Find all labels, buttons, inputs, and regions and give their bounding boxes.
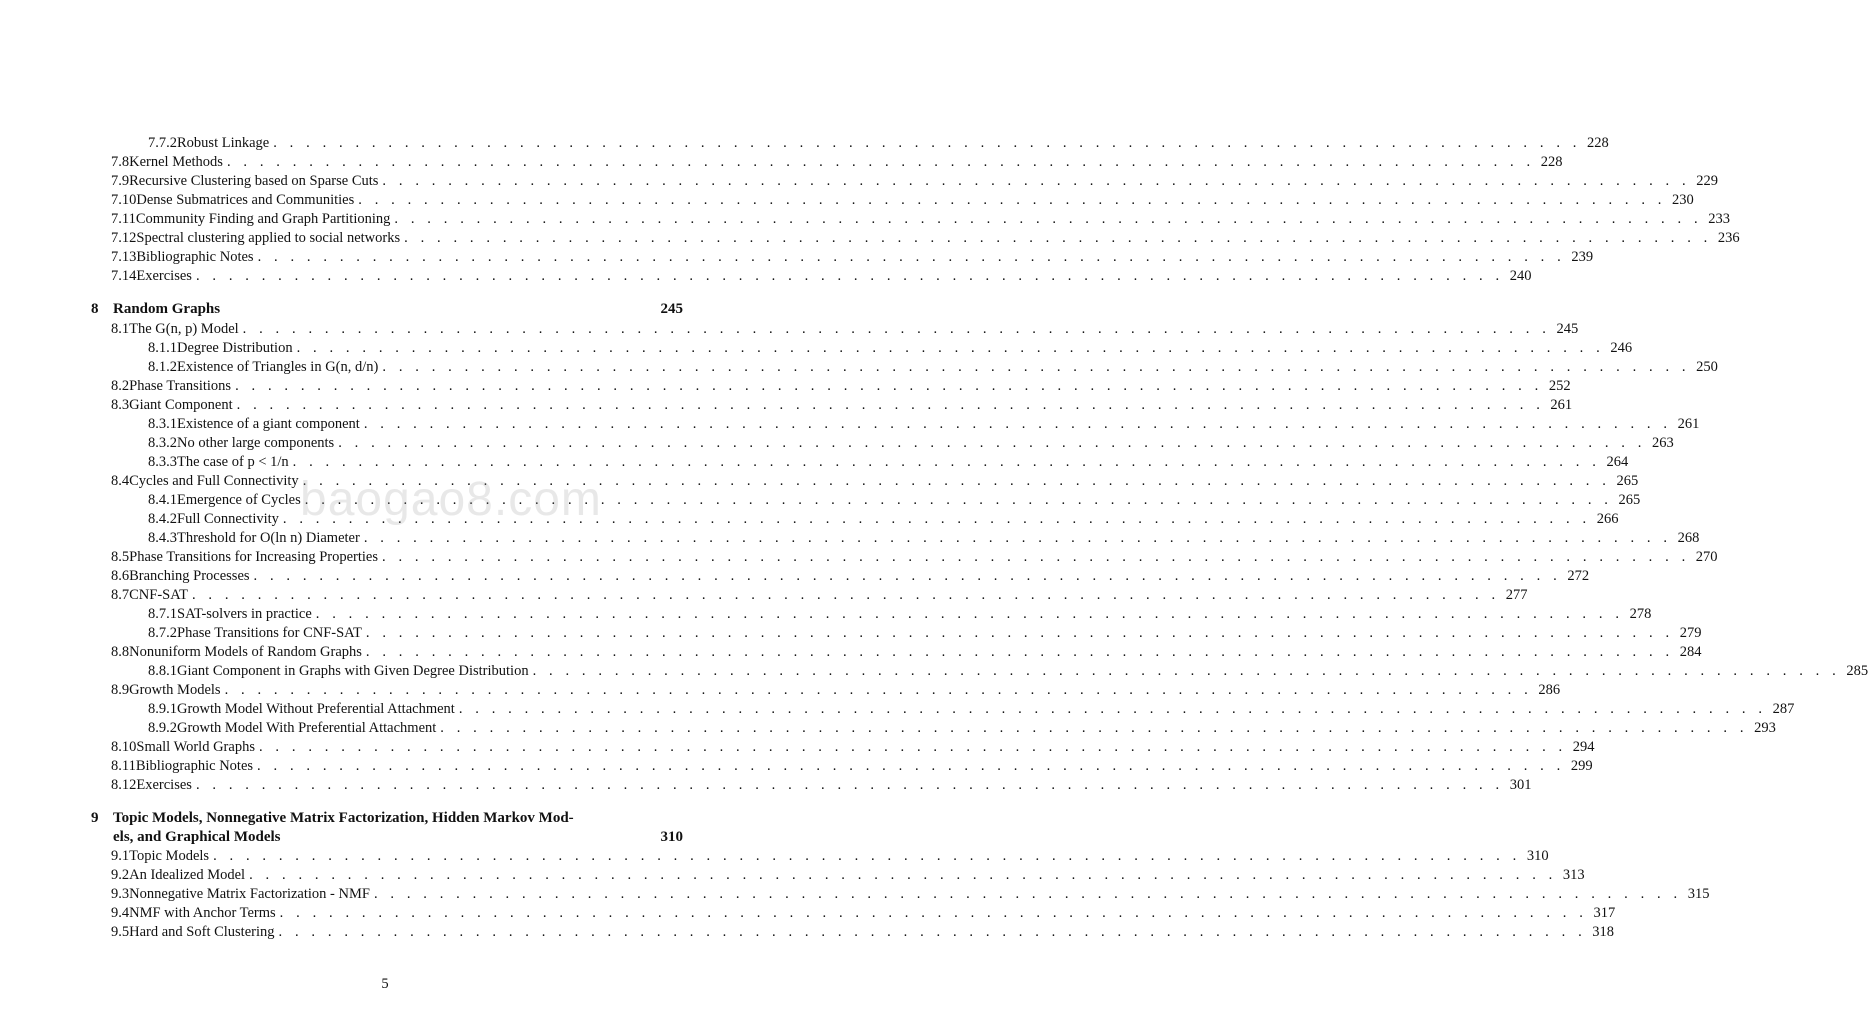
toc-leader-dots: . . . . . . . . . . . . . . . . . . . . . . . . . . . . . . . . . . . . . . . . . . . . . . . . . . . . . . . . . . . . . . . . . . . . . . . . . . . . . . . . — [296, 339, 1605, 356]
toc-entry-row[interactable] — [148, 453, 1629, 472]
toc-leader-dots: . . . . . . . . . . . . . . . . . . . . . . . . . . . . . . . . . . . . . . . . . . . . . . . . . . . . . . . . . . . . . . . . . . . . . . . . . . . . . . . . — [224, 681, 1533, 698]
toc-leader-dots: . . . . . . . . . . . . . . . . . . . . . . . . . . . . . . . . . . . . . . . . . . . . . . . . . . . . . . . . . . . . . . . . . . . . . . . . . . . . . . . . — [440, 719, 1749, 736]
toc-leader-dots: . . . . . . . . . . . . . . . . . . . . . . . . . . . . . . . . . . . . . . . . . . . . . . . . . . . . . . . . . . . . . . . . . . . . . . . . . . . . . . . . — [404, 230, 1712, 246]
toc-leader-dots: . . . . . . . . . . . . . . . . . . . . . . . . . . . . . . . . . . . . . . . . . . . . . . . . . . . . . . . . . . . . . . . . . . . . . . . . . . . . . . . . — [382, 358, 1691, 375]
toc-page-number: 245 — [660, 301, 683, 317]
toc-chapter-row[interactable] — [113, 828, 683, 847]
toc-number: 8.4 — [111, 472, 130, 489]
toc-leader-dots: . . . . . . . . . . . . . . . . . . . . . . . . . . . . . . . . . . . . . . . . . . . . . . . . . . . . . . . . . . . . . . . . . . . . . . . . . . . . . . . . — [315, 605, 1624, 622]
toc-leader-dots: . . . . . . . . . . . . . . . . . . . . . . . . . . . . . . . . . . . . . . . . . . . . . . . . . . . . . . . . . . . . . . . . . . . . . . . . . . . . . . . . — [226, 154, 1535, 170]
toc-title: Community Finding and Graph Partitioning — [135, 211, 391, 227]
toc-number: 8.5 — [111, 548, 130, 565]
toc-page-number: 278 — [1629, 605, 1652, 622]
toc-page-number: 294 — [1572, 738, 1595, 755]
toc-number: 8.7.2 — [148, 624, 177, 641]
toc-page-number: 272 — [1567, 567, 1590, 584]
toc-title: An Idealized Model — [129, 867, 246, 883]
toc-entry-row[interactable] — [111, 885, 1710, 904]
toc-page-number: 279 — [1679, 624, 1702, 641]
toc-title: Degree Distribution — [177, 339, 293, 356]
toc-title: NMF with Anchor Terms — [129, 905, 276, 921]
toc-title: Threshold for O(ln n) Diameter — [177, 529, 360, 546]
toc-entry-row[interactable] — [111, 210, 1730, 229]
toc-page-number: 317 — [1593, 905, 1616, 921]
toc-entry-row[interactable] — [111, 586, 1528, 605]
toc-leader-dots: . . . . . . . . . . . . . . . . . . . . . . . . . . . . . . . . . . . . . . . . . . . . . . . . . . . . . . . . . . . . . . . . . . . . . . . . . . . . . . . . — [365, 643, 1674, 660]
toc-entry-row[interactable] — [111, 377, 1571, 396]
toc-title: Small World Graphs — [136, 738, 255, 755]
toc-page-number: 286 — [1538, 681, 1561, 698]
toc-title: Random Graphs — [113, 301, 221, 317]
toc-leader-dots: . . . . . . . . . . . . . . . . . . . . . . . . . . . . . . . . . . . . . . . . . . . . . . . . . . . . . . . . . . . . . . . . . . . . . . . . . . . . . . . . — [373, 886, 1682, 902]
toc-title: Growth Models — [129, 681, 221, 698]
toc-leader-dots: . . . . . . . . . . . . . . . . . . . . . . . . . . . . . . . . . . . . . . . . . . . . . . . . . . . . . . . . . . . . . . . . . . . . . . . . . . . . . . . . — [358, 192, 1667, 208]
toc-number: 8.8 — [111, 643, 130, 660]
toc-number: 7.9 — [111, 173, 130, 189]
toc-entry-row[interactable] — [111, 757, 1593, 776]
toc-page-number: 233 — [1708, 211, 1730, 227]
toc-entry-row[interactable] — [111, 153, 1563, 172]
toc-title: The case of p < 1/n — [177, 453, 289, 470]
toc-page-number: 250 — [1696, 358, 1718, 375]
toc-leader-dots: . . . . . . . . . . . . . . . . . . . . . . . . . . . . . . . . . . . . . . . . . . . . . . . . . . . . . . . . . . . . . . . . . . . . . . . . . . . . . . . . — [363, 529, 1672, 546]
toc-chapter-row[interactable] — [91, 300, 683, 319]
toc-number: 7.14 — [111, 268, 137, 284]
toc-title: Bibliographic Notes — [136, 249, 254, 265]
toc-number: 8.6 — [111, 567, 130, 584]
toc-leader-dots: . . . . . . . . . . . . . . . . . . . . . . . . . . . . . . . . . . . . . . . . . . . . . . . . . . . . . . . . . . . . . . . . . . . . . . . . . . . . . . . . — [363, 415, 1672, 432]
toc-title: Growth Model With Preferential Attachment — [177, 719, 437, 736]
toc-leader-dots: . . . . . . . . . . . . . . . . . . . . . . . . . . . . . . . . . . . . . . . . . . . . . . . . . . . . . . . . . . . . . . . . . . . . . . . . . . . . . . . . — [382, 173, 1691, 189]
toc-title: The G(n, p) Model — [129, 320, 239, 337]
toc-entry-row[interactable] — [111, 847, 1549, 866]
toc-title: Giant Component in Graphs with Given Degree Distribution — [177, 662, 529, 679]
toc-page-number: 287 — [1772, 700, 1795, 717]
toc-number: 8.10 — [111, 738, 137, 755]
toc-title: Existence of Triangles in G(n, d/n) — [177, 358, 379, 375]
toc-leader-dots: . . . . . . . . . . . . . . . . . . . . . . . . . . . . . . . . . . . . . . . . . . . . . . . . . . . . . . . . . . . . . . . . . . . . . . . . . . . . . . . . — [195, 776, 1504, 793]
toc-entry-row[interactable] — [148, 529, 1700, 548]
toc-page-number: 299 — [1570, 757, 1593, 774]
toc-leader-dots: . . . . . . . . . . . . . . . . . . . . . . . . . . . . . . . . . . . . . . . . . . . . . . . . . . . . . . . . . . . . . . . . . . . . . . . . . . . . . . . . — [242, 320, 1551, 337]
toc-page-number: 310 — [660, 829, 683, 845]
toc-number: 7.8 — [111, 154, 130, 170]
toc-page-number: 229 — [1696, 173, 1718, 189]
toc-title: els, and Graphical Models — [113, 829, 281, 845]
toc-leader-dots: . . . . . . . . . . . . . . . . . . . . . . . . . . . . . . . . . . . . . . . . . . . . . . . . . . . . . . . . . . . . . . . . . . . . . . . . . . . . . . . . — [458, 700, 1767, 717]
toc-leader-dots: . . . . . . . . . . . . . . . . . . . . . . . . . . . . . . . . . . . . . . . . . . . . . . . . . . . . . . . . . . . . . . . . . . . . . . . . . . . . . . . . — [236, 396, 1545, 413]
toc-number: 8.8.1 — [148, 662, 177, 679]
toc-page-number: 318 — [1592, 924, 1615, 940]
toc-entry-row[interactable] — [148, 339, 1633, 358]
toc-page-number: 310 — [1526, 848, 1549, 864]
toc-title: Bibliographic Notes — [135, 757, 254, 774]
toc-page-number: 246 — [1610, 339, 1633, 356]
toc-entry-row[interactable] — [111, 267, 1532, 286]
toc-leader-dots: . . . . . . . . . . . . . . . . . . . . . . . . . . . . . . . . . . . . . . . . . . . . . . . . . . . . . . . . . . . . . . . . . . . . . . . . . . . . . . . . — [213, 848, 1521, 864]
toc-leader-dots: . . . . . . . . . . . . . . . . . . . . . . . . . . . . . . . . . . . . . . . . . . . . . . . . . . . . . . . . . . . . . . . . . . . . . . . . . . . . . . . . — [282, 510, 1591, 527]
toc-entry-row[interactable] — [111, 904, 1616, 923]
toc-page-number: 245 — [1556, 320, 1579, 337]
toc-entry-row[interactable] — [111, 866, 1585, 885]
toc-title: No other large components — [177, 434, 335, 451]
toc-number: 9.4 — [111, 905, 130, 921]
toc-entry-row[interactable] — [111, 172, 1718, 191]
toc-page-number: 270 — [1695, 548, 1718, 565]
toc-number: 7.7.2 — [148, 135, 177, 151]
toc-title: SAT-solvers in practice — [177, 605, 312, 622]
toc-chapter-row[interactable] — [91, 809, 683, 828]
toc-leader-dots: . . . . . . . . . . . . . . . . . . . . . . . . . . . . . . . . . . . . . . . . . . . . . . . . . . . . . . . . . . . . . . . . . . . . . . . . . . . . . . . . — [532, 662, 1841, 679]
toc-page-number: 236 — [1717, 230, 1740, 246]
toc-leader-dots: . . . . . . . . . . . . . . . . . . . . . . . . . . . . . . . . . . . . . . . . . . . . . . . . . . . . . . . . . . . . . . . . . . . . . . . . . . . . . . . . — [249, 867, 1557, 883]
toc-title: Phase Transitions — [129, 377, 232, 394]
toc-entry-row[interactable] — [148, 358, 1718, 377]
toc-leader-dots: . . . . . . . . . . . . . . . . . . . . . . . . . . . . . . . . . . . . . . . . . . . . . . . . . . . . . . . . . . . . . . . . . . . . . . . . . . . . . . . . — [292, 453, 1601, 470]
toc-entry-row[interactable] — [111, 229, 1740, 248]
toc-number: 9.1 — [111, 848, 130, 864]
toc-page-number: 239 — [1571, 249, 1594, 265]
toc-entry-row[interactable] — [148, 624, 1702, 643]
toc-leader-dots: . . . . . . . . . . . . . . . . . . . . . . . . . . . . . . . . . . . . . . . . . . . . . . . . . . . . . . . . . . . . . . . . . . . . . . . . . . . . . . . . — [382, 548, 1690, 565]
toc-entry-row[interactable] — [148, 605, 1652, 624]
toc-page-number: 277 — [1505, 586, 1528, 603]
toc-entry-row[interactable] — [148, 510, 1619, 529]
toc-number: 8.7 — [111, 586, 130, 603]
toc-title: Phase Transitions for CNF-SAT — [177, 624, 362, 641]
toc-number: 9 — [91, 809, 99, 826]
toc-page-number: 261 — [1550, 396, 1573, 413]
toc-entry-row[interactable] — [111, 320, 1579, 339]
toc-title: Dense Submatrices and Communities — [136, 192, 355, 208]
toc-entry-row[interactable] — [148, 415, 1700, 434]
toc-number: 8.1.2 — [148, 358, 177, 375]
toc-number: 7.13 — [111, 249, 137, 265]
toc-entry-row[interactable] — [148, 719, 1776, 738]
toc-title: Exercises — [136, 268, 192, 284]
toc-page-number: 252 — [1548, 377, 1571, 394]
toc-leader-dots: . . . . . . . . . . . . . . . . . . . . . . . . . . . . . . . . . . . . . . . . . . . . . . . . . . . . . . . . . . . . . . . . . . . . . . . . . . . . . . . . — [278, 924, 1587, 940]
toc-leader-dots: . . . . . . . . . . . . . . . . . . . . . . . . . . . . . . . . . . . . . . . . . . . . . . . . . . . . . . . . . . . . . . . . . . . . . . . . . . . . . . . . — [257, 249, 1566, 265]
toc-number: 9.5 — [111, 924, 130, 940]
toc-number: 8.1 — [111, 320, 130, 337]
toc-leader-dots: . . . . . . . . . . . . . . . . . . . . . . . . . . . . . . . . . . . . . . . . . . . . . . . . . . . . . . . . . . . . . . . . . . . . . . . . . . . . . . . . — [365, 624, 1674, 641]
toc-page-number: 265 — [1616, 472, 1639, 489]
toc-number: 8.9.2 — [148, 719, 177, 736]
toc-entry-row[interactable] — [111, 567, 1590, 586]
page-number: 5 — [381, 976, 389, 992]
toc-number: 8.4.2 — [148, 510, 177, 527]
toc-page-number: 284 — [1679, 643, 1702, 660]
toc-title: Exercises — [136, 776, 192, 793]
toc-page-number: 265 — [1618, 491, 1641, 508]
toc-number: 8.2 — [111, 377, 130, 394]
toc-number: 8.4.3 — [148, 529, 177, 546]
toc-entry-row[interactable] — [148, 662, 1868, 681]
toc-number: 9.2 — [111, 867, 130, 883]
toc-leader-dots: . . . . . . . . . . . . . . . . . . . . . . . . . . . . . . . . . . . . . . . . . . . . . . . . . . . . . . . . . . . . . . . . . . . . . . . . . . . . . . . . — [302, 472, 1611, 489]
toc-leader-dots: . . . . . . . . . . . . . . . . . . . . . . . . . . . . . . . . . . . . . . . . . . . . . . . . . . . . . . . . . . . . . . . . . . . . . . . . . . . . . . . . — [253, 567, 1562, 584]
toc-entry-row[interactable] — [111, 191, 1694, 210]
toc-leader-dots: . . . . . . . . . . . . . . . . . . . . . . . . . . . . . . . . . . . . . . . . . . . . . . . . . . . . . . . . . . . . . . . . . . . . . . . . . . . . . . . . — [304, 491, 1613, 508]
toc-title: Robust Linkage — [177, 135, 270, 151]
toc-page-number: 315 — [1687, 886, 1710, 902]
toc-title: Emergence of Cycles — [177, 491, 301, 508]
toc-number: 9.3 — [111, 886, 130, 902]
toc-title: Full Connectivity — [177, 510, 279, 527]
toc-leader-dots: . . . . . . . . . . . . . . . . . . . . . . . . . . . . . . . . . . . . . . . . . . . . . . . . . . . . . . . . . . . . . . . . . . . . . . . . . . . . . . . . — [191, 586, 1500, 603]
toc-leader-dots: . . . . . . . . . . . . . . . . . . . . . . . . . . . . . . . . . . . . . . . . . . . . . . . . . . . . . . . . . . . . . . . . . . . . . . . . . . . . . . . . — [195, 268, 1504, 284]
toc-entry-row[interactable] — [148, 700, 1795, 719]
toc-entry-row[interactable] — [148, 434, 1674, 453]
toc-page-number: 228 — [1587, 135, 1609, 151]
toc-title: CNF-SAT — [129, 586, 188, 603]
toc-leader-dots: . . . . . . . . . . . . . . . . . . . . . . . . . . . . . . . . . . . . . . . . . . . . . . . . . . . . . . . . . . . . . . . . . . . . . . . . . . . . . . . . — [258, 738, 1567, 755]
toc-entry-row[interactable] — [111, 643, 1702, 662]
toc-number: 8.3.1 — [148, 415, 177, 432]
toc-entry-row[interactable] — [148, 491, 1641, 510]
toc-page-number: 228 — [1540, 154, 1563, 170]
toc-title: Phase Transitions for Increasing Properties — [129, 548, 379, 565]
toc-page-number: 301 — [1509, 776, 1532, 793]
toc-entry-row[interactable] — [111, 472, 1639, 491]
toc-number: 8.3.3 — [148, 453, 177, 470]
toc-entry-row[interactable] — [111, 548, 1718, 567]
toc-page-number: 313 — [1562, 867, 1585, 883]
toc-entry-row[interactable] — [111, 776, 1532, 795]
toc-entry-row[interactable] — [111, 923, 1615, 942]
toc-leader-dots: . . . . . . . . . . . . . . . . . . . . . . . . . . . . . . . . . . . . . . . . . . . . . . . . . . . . . . . . . . . . . . . . . . . . . . . . . . . . . . . . — [279, 905, 1588, 921]
toc-page-number: 264 — [1606, 453, 1629, 470]
toc-number: 8.3.2 — [148, 434, 177, 451]
toc-page-number: 266 — [1596, 510, 1619, 527]
toc-page-number: 293 — [1754, 719, 1776, 736]
toc-number: 7.10 — [111, 192, 137, 208]
toc-leader-dots: . . . . . . . . . . . . . . . . . . . . . . . . . . . . . . . . . . . . . . . . . . . . . . . . . . . . . . . . . . . . . . . . . . . . . . . . . . . . . . . . — [235, 377, 1543, 394]
toc-page-number: 285 — [1846, 662, 1868, 679]
toc-number: 8 — [91, 301, 99, 317]
toc-page-number: 261 — [1677, 415, 1700, 432]
toc-number: 8.12 — [111, 776, 137, 793]
toc-page-number: 230 — [1672, 192, 1694, 208]
toc-title: Recursive Clustering based on Sparse Cuts — [129, 173, 379, 189]
toc-entry-row[interactable] — [111, 248, 1594, 267]
toc-title: Branching Processes — [129, 567, 250, 584]
toc-entry-row[interactable] — [111, 396, 1573, 415]
toc-title: Topic Models — [129, 848, 210, 864]
watermark: baogao8.com — [300, 473, 602, 526]
toc-leader-dots: . . . . . . . . . . . . . . . . . . . . . . . . . . . . . . . . . . . . . . . . . . . . . . . . . . . . . . . . . . . . . . . . . . . . . . . . . . . . . . . . — [394, 211, 1703, 227]
toc-page-number: 263 — [1651, 434, 1674, 451]
toc-number: 7.12 — [111, 230, 137, 246]
toc-title: Topic Models, Nonnegative Matrix Factorization, Hidden Markov Mod- — [113, 809, 574, 826]
toc-entry-row[interactable] — [111, 681, 1561, 700]
toc-number: 8.1.1 — [148, 339, 177, 356]
toc-leader-dots: . . . . . . . . . . . . . . . . . . . . . . . . . . . . . . . . . . . . . . . . . . . . . . . . . . . . . . . . . . . . . . . . . . . . . . . . . . . . . . . . — [338, 434, 1646, 451]
toc-leader-dots: . . . . . . . . . . . . . . . . . . . . . . . . . . . . . . . . . . . . . . . . . . . . . . . . . . . . . . . . . . . . . . . . . . . . . . . . . . . . . . . . — [273, 135, 1582, 151]
toc-number: 8.7.1 — [148, 605, 177, 622]
toc-title: Spectral clustering applied to social networks — [136, 230, 401, 246]
toc-number: 8.9 — [111, 681, 130, 698]
toc-number: 8.11 — [111, 757, 136, 774]
toc-entry-row[interactable] — [148, 134, 1609, 153]
toc-number: 7.11 — [111, 211, 136, 227]
toc-number: 8.4.1 — [148, 491, 177, 508]
toc-leader-dots: . . . . . . . . . . . . . . . . . . . . . . . . . . . . . . . . . . . . . . . . . . . . . . . . . . . . . . . . . . . . . . . . . . . . . . . . . . . . . . . . — [257, 757, 1565, 774]
toc-entry-row[interactable] — [111, 738, 1595, 757]
toc-title: Growth Model Without Preferential Attachment — [177, 700, 455, 717]
toc-title: Nonuniform Models of Random Graphs — [129, 643, 362, 660]
toc-title: Hard and Soft Clustering — [129, 924, 275, 940]
toc-title: Nonnegative Matrix Factorization - NMF — [129, 886, 370, 902]
toc-title: Cycles and Full Connectivity — [129, 472, 299, 489]
toc-title: Kernel Methods — [129, 154, 223, 170]
toc-title: Giant Component — [129, 396, 233, 413]
toc-page-number: 240 — [1509, 268, 1532, 284]
toc-page-number: 268 — [1677, 529, 1700, 546]
toc-title: Existence of a giant component — [177, 415, 360, 432]
toc-number: 8.3 — [111, 396, 130, 413]
toc-number: 8.9.1 — [148, 700, 177, 717]
